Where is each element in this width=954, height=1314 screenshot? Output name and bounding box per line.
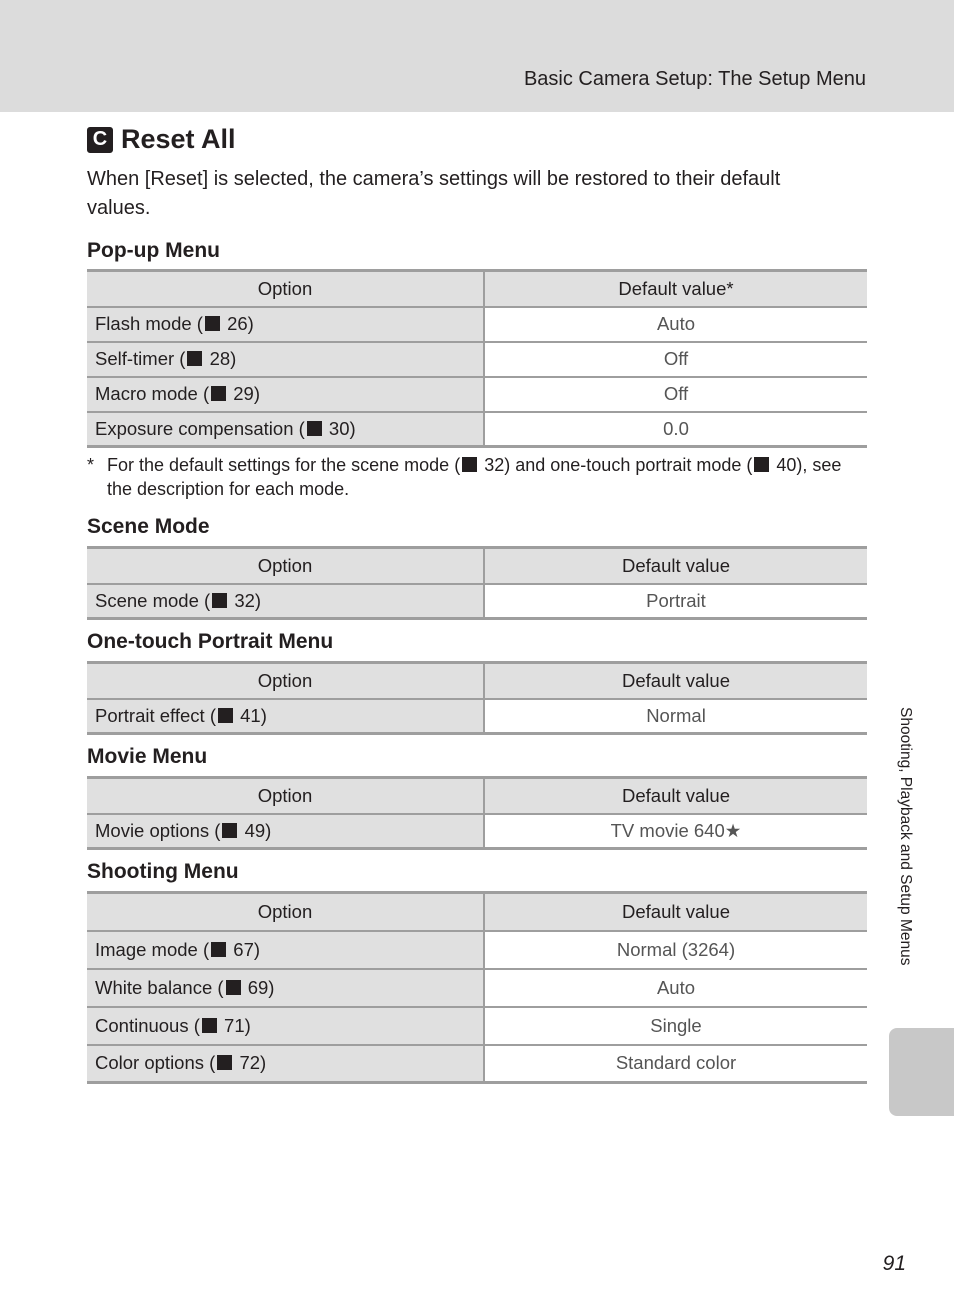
header-band (0, 0, 954, 112)
page-ref-icon (222, 823, 237, 838)
option-cell: White balance ( 69) (87, 969, 484, 1007)
value-cell: 0.0 (484, 412, 867, 447)
column-header-option: Option (87, 271, 484, 307)
value-cell: Auto (484, 969, 867, 1007)
table-row (87, 307, 867, 342)
section-heading-shooting-menu: Shooting Menu (87, 860, 239, 883)
page-title-text: Reset All (121, 124, 236, 154)
option-cell: Color options ( 72) (87, 1045, 484, 1083)
popup-menu-table (87, 269, 867, 448)
table-row (87, 377, 867, 412)
page-ref-icon (187, 351, 202, 366)
table-header-row (87, 663, 867, 699)
table-row (87, 969, 867, 1007)
column-header-option: Option (87, 893, 484, 931)
table-row (87, 584, 867, 619)
table-row (87, 1045, 867, 1083)
value-cell: Standard color (484, 1045, 867, 1083)
column-header-default: Default value* (484, 271, 867, 307)
column-header-default: Default value (484, 548, 867, 584)
page-ref-icon (226, 980, 241, 995)
footnote-mark: * (87, 455, 95, 475)
value-cell: Normal (3264) (484, 931, 867, 969)
scene-mode-table (87, 546, 867, 620)
table-row (87, 699, 867, 734)
one-touch-portrait-table (87, 661, 867, 735)
value-cell: Auto (484, 307, 867, 342)
table-header-row (87, 778, 867, 814)
page-ref-icon (217, 1055, 232, 1070)
column-header-option: Option (87, 548, 484, 584)
option-cell: Macro mode ( 29) (87, 377, 484, 412)
section-heading-one-touch-portrait: One-touch Portrait Menu (87, 630, 334, 653)
chapter-tab (889, 1028, 954, 1116)
table-row (87, 1007, 867, 1045)
column-header-default: Default value (484, 663, 867, 699)
table-row (87, 931, 867, 969)
page-ref-icon (211, 942, 226, 957)
table-row (87, 412, 867, 447)
table-row (87, 814, 867, 849)
page-ref-icon (212, 593, 227, 608)
page-ref-icon (202, 1018, 217, 1033)
value-cell: Portrait (484, 584, 867, 619)
page-ref-icon (754, 457, 769, 472)
page-ref-icon (211, 386, 226, 401)
option-cell: Movie options ( 49) (87, 814, 484, 849)
footnote (87, 453, 857, 501)
column-header-option: Option (87, 778, 484, 814)
table-header-row (87, 271, 867, 307)
option-cell: Flash mode ( 26) (87, 307, 484, 342)
page-ref-icon (218, 708, 233, 723)
option-cell: Self-timer ( 28) (87, 342, 484, 377)
value-cell: Off (484, 342, 867, 377)
page-ref-icon (462, 457, 477, 472)
section-heading-scene-mode: Scene Mode (87, 515, 210, 538)
setup-menu-icon: C (87, 127, 113, 153)
page-ref-icon (307, 421, 322, 436)
table-header-row (87, 548, 867, 584)
column-header-default: Default value (484, 893, 867, 931)
value-cell: Single (484, 1007, 867, 1045)
table-header-row (87, 893, 867, 931)
intro-paragraph: When [Reset] is selected, the camera’s settings will be restored to their default values. (87, 168, 781, 219)
table-row (87, 342, 867, 377)
value-cell: TV movie 640★ (484, 814, 867, 849)
running-header: Basic Camera Setup: The Setup Menu (523, 68, 866, 90)
page-number: 91 (882, 1252, 906, 1275)
shooting-menu-table (87, 891, 867, 1084)
section-heading-popup-menu: Pop-up Menu (87, 239, 220, 262)
value-cell: Normal (484, 699, 867, 734)
page-ref-icon (205, 316, 220, 331)
column-header-default: Default value (484, 778, 867, 814)
footnote-text: For the default settings for the scene mode ( 32) and one-touch portrait mode ( 40), see the description for each mode. (107, 455, 842, 499)
page-title (87, 124, 236, 155)
option-cell: Portrait effect ( 41) (87, 699, 484, 734)
value-cell: Off (484, 377, 867, 412)
movie-menu-table (87, 776, 867, 850)
option-cell: Exposure compensation ( 30) (87, 412, 484, 447)
column-header-option: Option (87, 663, 484, 699)
option-cell: Image mode ( 67) (87, 931, 484, 969)
option-cell: Scene mode ( 32) (87, 584, 484, 619)
section-heading-movie-menu: Movie Menu (87, 745, 208, 768)
side-chapter-label: Shooting, Playback and Setup Menus (897, 707, 914, 966)
option-cell: Continuous ( 71) (87, 1007, 484, 1045)
